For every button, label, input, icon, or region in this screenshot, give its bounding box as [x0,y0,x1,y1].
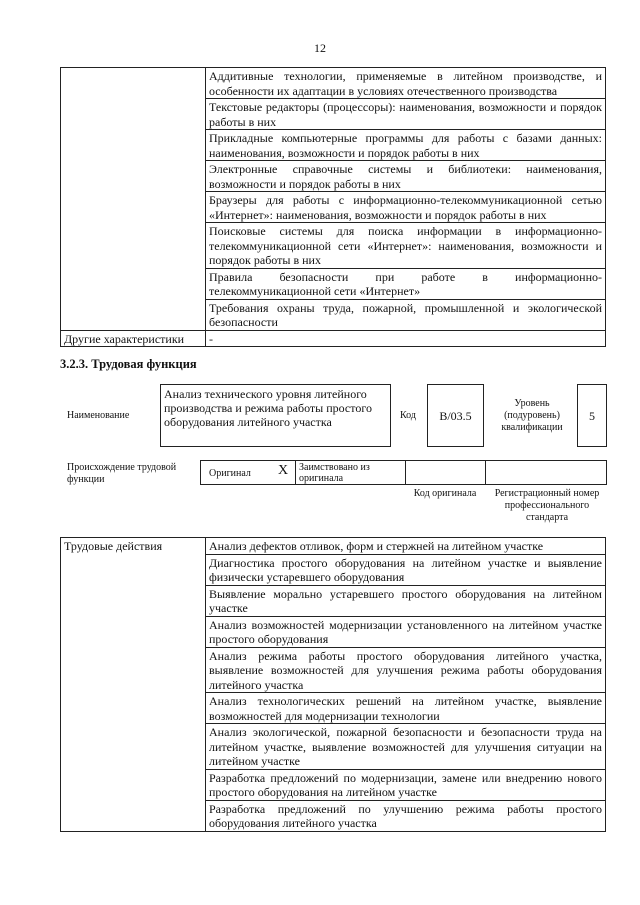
original-label: Оригинал [209,468,251,479]
labor-action-item: Разработка предложений по модернизации, замене или внедрению нового простого оборудования на литейном участке [206,769,606,800]
labor-action-item: Диагностика простого оборудования на литейном участке и выявление физически устаревшего оборудования [206,554,606,585]
level-label: Уровень (подуровень) квалификации [501,398,563,433]
origin-code-caption: Код оригинала [413,488,477,499]
reg-number-cell [486,461,606,484]
knowledge-item: Браузеры для работы с информационно-телекоммуникационной сетью «Интернет»: наименования, возможности и порядок работы в них [206,192,606,223]
borrowed-cell: Заимствовано из оригинала [296,461,406,484]
page-number: 12 [314,41,326,55]
knowledge-item: Текстовые редакторы (процессоры): наименования, возможности и порядок работы в них [206,99,606,130]
function-code-text: B/03.5 [439,408,472,423]
name-label: Наименование [67,410,130,421]
knowledge-item: Поисковые системы для поиска информации в информационно-телекоммуникационной сети «Интернет»: наименования, возможности и порядок работы в них [206,223,606,269]
other-characteristics-label: Другие характеристики [61,330,206,347]
knowledge-continuation-table [60,67,606,347]
original-cell [201,461,296,484]
origin-row [200,460,607,485]
table-row [61,538,606,555]
labor-action-item: Анализ технологических решений на литейном участке, выявление возможностей для модернизации технологии [206,693,606,724]
labor-action-item: Анализ дефектов отливок, форм и стержней на литейном участке [206,538,606,555]
origin-code-cell [406,461,486,484]
labor-action-item: Анализ экологической, пожарной безопасности и безопасности труда на литейном участке, выявление возможностей для улучшения ситуации на литейном участке [206,724,606,770]
other-characteristics-value: - [206,330,606,347]
code-label: Код [400,410,416,421]
qualification-level-text: 5 [589,408,595,423]
labor-actions-label: Трудовые действия [61,538,206,832]
labor-action-item: Выявление морально устаревшего простого оборудования на литейном участке [206,585,606,616]
original-mark: X [278,463,289,478]
table-row [61,68,606,99]
origin-label: Происхождение трудовой функции [67,462,177,485]
qualification-level-value [577,384,607,447]
reg-number-caption: Регистрационный номер профессионального стандарта [494,488,600,523]
table-row [61,330,606,347]
knowledge-item: Правила безопасности при работе в информационно-телекоммуникационной сети «Интернет» [206,268,606,299]
function-name-value: Анализ технического уровня литейного производства и режима работы простого оборудования литейного участка [160,384,391,447]
knowledge-item: Прикладные компьютерные программы для работы с базами данных: наименования, возможности и порядок работы в них [206,130,606,161]
labor-actions-table [60,537,606,832]
knowledge-item: Электронные справочные системы и библиотеки: наименования, возможности и порядок работы в них [206,161,606,192]
labor-action-item: Анализ возможностей модернизации установленного на литейном участке простого оборудования [206,616,606,647]
knowledge-item: Аддитивные технологии, применяемые в литейном производстве, и особенности их адаптации в условиях отечественного производства [206,68,606,99]
knowledge-item: Требования охраны труда, пожарной, промышленной и экологической безопасности [206,299,606,330]
labor-action-item: Анализ режима работы простого оборудования литейного участка, выявление возможностей для улучшения режима работы оборудования литейного участка [206,647,606,693]
row-label-cell [61,68,206,331]
section-heading: 3.2.3. Трудовая функция [60,357,197,371]
labor-action-item: Разработка предложений по улучшению режима работы простого оборудования литейного участка [206,800,606,831]
function-code-value [427,384,484,447]
